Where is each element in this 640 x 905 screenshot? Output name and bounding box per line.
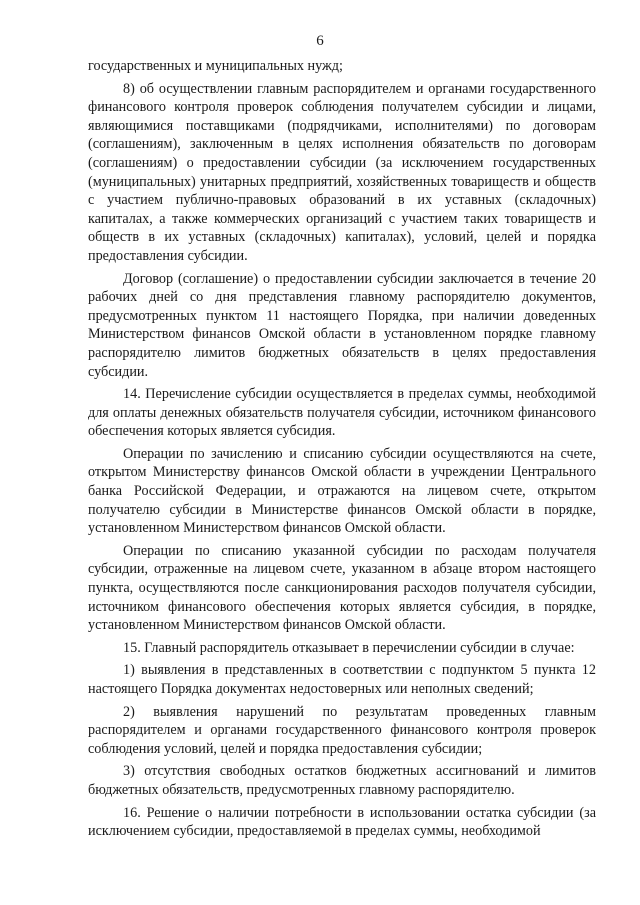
paragraph-refusal-reason-1: 1) выявления в представленных в соответствии с подпунктом 5 пункта 12 настоящего Порядка документах недостоверных или неполных сведений; (88, 662, 596, 697)
page-number: 6 (316, 33, 324, 49)
paragraph-refusal-reason-3: 3) отсутствия свободных остатков бюджетных ассигнований и лимитов бюджетных обязательств, предусмотренных главному распорядителю. (88, 763, 596, 798)
paragraph-operations-writeoff: Операции по списанию указанной субсидии по расходам получателя субсидии, отраженные на лицевом счете, указанном в абзаце втором настоящего пункта, осуществляются после санкционирования расходов получателя субсидии, источником финансового обеспечения которых является субсидия, в порядке, установленном Министерством финансов Омской области. (88, 542, 596, 634)
paragraph-operations-accounting: Операции по зачислению и списанию субсидии осуществляются на счете, открытом Министерству финансов Омской области в учреждении Центрального банка Российской Федерации, и отражаются на лицевом счете, открытом получателю субсидии в Министерстве финансов Омской области в порядке, установленном Министерством финансов Омской области. (88, 445, 596, 537)
paragraph-section-15: 15. Главный распорядитель отказывает в перечислении субсидии в случае: (123, 639, 575, 656)
paragraph-continuation: государственных и муниципальных нужд; (88, 58, 343, 74)
paragraph-item-8: 8) об осуществлении главным распорядителем и органами государственного финансового контроля проверок соблюдения получателем субсидии и лицами, являющимися поставщиками (подрядчиками, исполнителями) по договорам (соглашениям), заключенным в целях исполнения обязательств по договорам (соглашениям) о предоставлении субсидии (за исключением государственных (муниципальных) унитарных предприятий, хозяйственных товариществ и обществ с участием публично-правовых образований в их уставных (складочных) капиталах, а также коммерческих организаций с участием таких товариществ и обществ в их уставных (складочных) капиталах), условий, целей и порядка предоставления субсидии. (88, 80, 596, 264)
document-body (88, 57, 596, 841)
paragraph-section-14: 14. Перечисление субсидии осуществляется в пределах суммы, необходимой для оплаты денежных обязательств получателя субсидии, источником финансового обеспечения которых является субсидия. (88, 386, 596, 440)
paragraph-refusal-reason-2: 2) выявления нарушений по результатам проведенных главным распорядителем и органами государственного финансового контроля проверок соблюдения условий, целей и порядка предоставления субсидии; (88, 703, 596, 757)
paragraph-contract-term: Договор (соглашение) о предоставлении субсидии заключается в течение 20 рабочих дней со дня представления главному распорядителю документов, предусмотренных пунктом 11 настоящего Порядка, при наличии доведенных Министерством финансов Омской области в установленном порядке главному распорядителю лимитов бюджетных обязательств в целях предоставления субсидии. (88, 270, 596, 380)
paragraph-section-16: 16. Решение о наличии потребности в использовании остатка субсидии (за исключением субсидии, предоставляемой в пределах суммы, необходимой (88, 804, 596, 840)
